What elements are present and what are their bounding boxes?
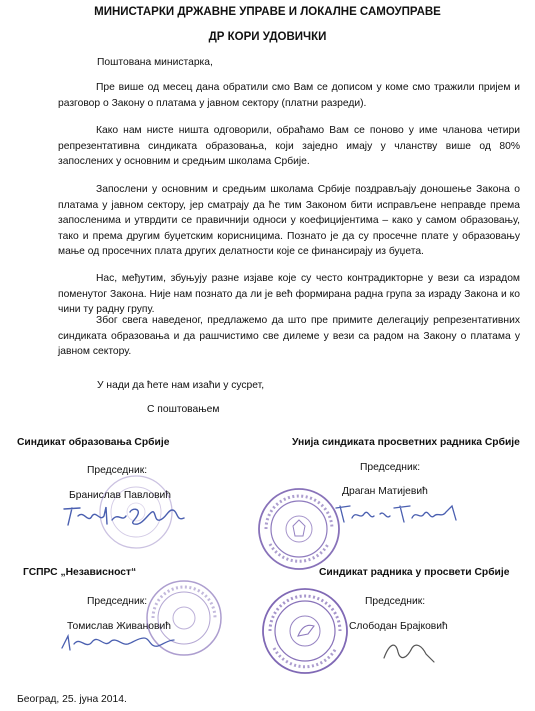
paragraph-4: Нас, међутим, збуњују разне изјаве које су често контрадикторне у вези са израдом поменутог Закона. Није нам познато да ли је већ формирана радна група за израду Закона и ко чини ту радну групу. — [58, 273, 520, 315]
signatory-4-org: Синдикат радника у просвети Србије — [319, 567, 510, 578]
signatory-2-name: Драган Матијевић — [342, 486, 428, 497]
signatory-2-role: Председник: — [360, 462, 421, 473]
closing-regards: С поштовањем — [147, 404, 220, 415]
signatory-2-signature — [334, 500, 469, 528]
closing-hope: У нади да ћете нам изаћи у сусрет, — [97, 380, 265, 391]
signatory-1-signature — [60, 500, 190, 532]
signatory-1-name: Бранислав Павловић — [69, 490, 172, 501]
addressee-ministry: МИНИСТАРКИ ДРЖАВНЕ УПРАВЕ И ЛОКАЛНЕ САМОУПРАВЕ — [94, 6, 441, 18]
signatory-3-name: Томислав Живановић — [67, 621, 171, 632]
signatory-3-org: ГСПРС „Независност“ — [23, 567, 137, 578]
paragraph-5: Због свега наведеног, предлажемо да што пре примите делегацију репрезентативних синдиката образовања и да рашчистимо све дилеме у вези са радом на Закону о платама у јавном сектору. — [58, 315, 520, 357]
salutation: Поштована министарка, — [97, 57, 213, 68]
signatory-4-signature — [380, 636, 440, 666]
signatory-1-role: Председник: — [87, 465, 148, 476]
signatory-2-stamp — [256, 486, 342, 572]
paragraph-3: Запослени у основним и средњим школама Србије поздрављају доношење Закона о платама у јавном сектору, јер сматрају да ће тим Законом бити исправљене неправде према запосленима и утврдити се правичнији односи у коефицијентима – како у самом образовању, тако и према другим буџетским корисницима. Познато је да су просечне плате у образовању мање од просечних плата других делатности које се финансирају из буџета. — [58, 184, 520, 257]
place-date: Београд, 25. јуна 2014. — [17, 694, 127, 705]
paragraph-2: Како нам нисте ништа одговорили, обраћамо Вам се поново у име чланова четири репрезентативна синдиката образовања, који заједно имају у чланству више од 80% запослених у основним и средњим школама Србије. — [58, 125, 520, 167]
signatory-3-signature — [58, 628, 178, 656]
signatory-4-name: Слободан Брајковић — [349, 621, 448, 632]
signatory-2-org: Унија синдиката просветних радника Србије — [292, 437, 520, 448]
signatory-1-org: Синдикат образовања Србије — [17, 437, 170, 448]
signatory-4-stamp — [260, 586, 350, 676]
addressee-name: ДР КОРИ УДОВИЧКИ — [208, 31, 327, 43]
signatory-4-role: Председник: — [365, 596, 426, 607]
signatory-3-role: Председник: — [87, 596, 148, 607]
paragraph-1: Пре више од месец дана обратили смо Вам се дописом у коме смо тражили пријем и разговор о Закону о платама у јавном сектору (платни разреди). — [58, 82, 520, 109]
